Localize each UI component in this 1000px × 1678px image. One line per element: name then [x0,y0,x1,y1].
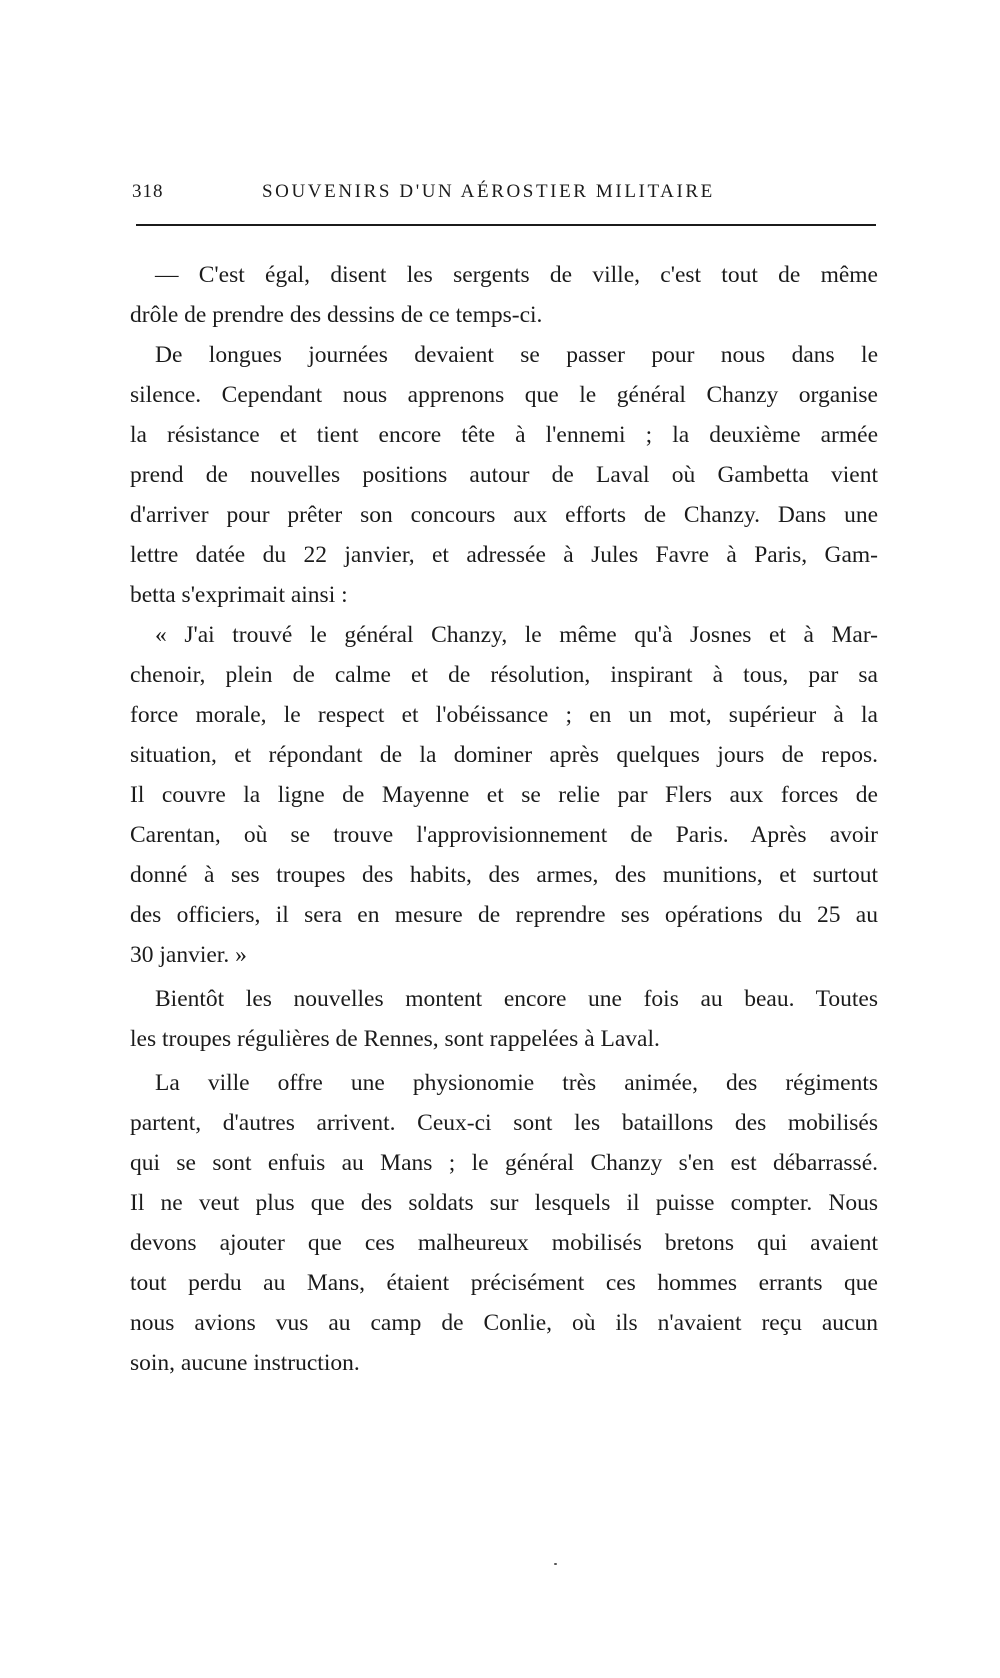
text-line: Carentan, où se trouve l'approvisionnement de Paris. Après avoir [130,822,878,848]
paragraph [130,335,878,615]
body-text [130,255,878,1383]
header-rule [136,224,876,226]
text-line: devons ajouter que ces malheureux mobilisés bretons qui avaient [130,1230,878,1256]
text-line: soin, aucune instruction. [130,1350,360,1376]
text-line: des officiers, il sera en mesure de reprendre ses opérations du 25 au [130,902,878,928]
print-speck [554,1563,557,1565]
text-line: tout perdu au Mans, étaient précisément ces hommes errants que [130,1270,878,1296]
text-line: Il ne veut plus que des soldats sur lesquels il puisse compter. Nous [130,1190,878,1216]
text-line: situation, et répondant de la dominer après quelques jours de repos. [130,742,878,768]
text-line: chenoir, plein de calme et de résolution, inspirant à tous, par sa [130,662,878,688]
text-line: 30 janvier. » [130,942,247,968]
text-line: qui se sont enfuis au Mans ; le général Chanzy s'en est débarrassé. [130,1150,878,1176]
text-line: les troupes régulières de Rennes, sont rappelées à Laval. [130,1026,660,1052]
running-head [132,181,878,213]
text-line: Bientôt les nouvelles montent encore une fois au beau. Toutes [155,986,878,1012]
paragraph [130,979,878,1059]
text-line: drôle de prendre des dessins de ce temps-ci. [130,302,543,328]
page-number: 318 [132,181,164,202]
text-line: prend de nouvelles positions autour de Laval où Gambetta vient [130,462,878,488]
paragraph [130,1063,878,1383]
paragraph [130,615,878,975]
text-line: partent, d'autres arrivent. Ceux-ci sont les bataillons des mobilisés [130,1110,878,1136]
text-line: La ville offre une physionomie très animée, des régiments [155,1070,878,1096]
text-line: d'arriver pour prêter son concours aux efforts de Chanzy. Dans une [130,502,878,528]
text-line: — C'est égal, disent les sergents de ville, c'est tout de même [155,262,878,288]
running-title: SOUVENIRS D'UN AÉROSTIER MILITAIRE [262,181,715,202]
text-line: force morale, le respect et l'obéissance ; en un mot, supérieur à la [130,702,878,728]
text-line: nous avions vus au camp de Conlie, où ils n'avaient reçu aucun [130,1310,878,1336]
text-line: De longues journées devaient se passer pour nous dans le [155,342,878,368]
text-line: la résistance et tient encore tête à l'ennemi ; la deuxième armée [130,422,878,448]
paragraph [130,255,878,335]
text-line: lettre datée du 22 janvier, et adressée à Jules Favre à Paris, Gam- [130,542,878,568]
text-line: « J'ai trouvé le général Chanzy, le même qu'à Josnes et à Mar- [155,622,878,648]
text-line: silence. Cependant nous apprenons que le général Chanzy organise [130,382,878,408]
text-line: donné à ses troupes des habits, des armes, des munitions, et surtout [130,862,878,888]
text-line: Il couvre la ligne de Mayenne et se relie par Flers aux forces de [130,782,878,808]
text-line: betta s'exprimait ainsi : [130,582,348,608]
